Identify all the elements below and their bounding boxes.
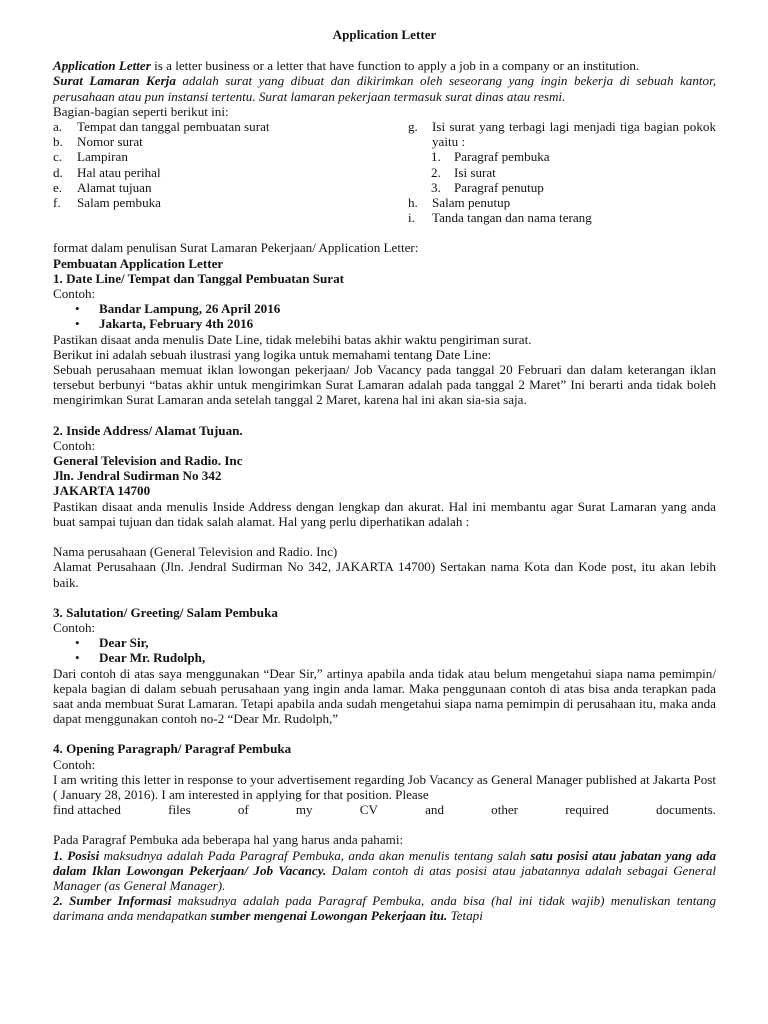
example-label: Contoh: xyxy=(53,286,96,302)
format-line: format dalam penulisan Surat Lamaran Pekerjaan/ Application Letter: xyxy=(53,240,419,256)
intro-english-term: Application Letter xyxy=(53,58,151,74)
list-item: • Dear Mr. Rudolph, xyxy=(53,650,716,665)
section-2-heading: 2. Inside Address/ Alamat Tujuan. xyxy=(53,422,243,438)
list-item: c. Lampiran xyxy=(53,149,128,165)
section-1-heading: 1. Date Line/ Tempat dan Tanggal Pembuatan Surat xyxy=(53,270,345,286)
point-posisi: 1. Posisi maksudnya adalah Pada Paragraf Pembuka, anda akan menulis tentang salah satu posisi atau jabatan yang ada dalam Iklan Lowongan Pekerjaan/ Job Vacancy. Dalam contoh di atas posisi atau jabatannya adalah sebagai General Manager (as General Manager). xyxy=(53,847,717,893)
intro-english xyxy=(53,58,716,73)
opening-example-last-line: find attached files of my CV and other required documents. xyxy=(53,802,716,818)
list-item: i. Tanda tangan dan nama terang xyxy=(408,210,592,226)
paragraph: Dari contoh di atas saya menggunakan “Dear Sir,” artinya apabila anda tidak atau belum mengetahui siapa nama pemimpin/ kepala bagian di dalam sebuah perusahaan yang ingin anda lamar. Maka penggunaan contoh di atas bisa anda terapkan pada saat anda membuat Surat Lamaran. Tetapi apabila anda sudah mengetahui siapa nama pemimpin di perusahaan itu, maka anda dapat menggunakan contoh no-2 “Dear Mr. Rudolph,” xyxy=(53,665,716,727)
section-3-heading: 3. Salutation/ Greeting/ Salam Pembuka xyxy=(53,604,278,620)
sub-list-item: 3. Paragraf penutup xyxy=(431,179,544,195)
page-title: Application Letter xyxy=(332,27,437,42)
list-item: h. Salam penutup xyxy=(408,195,511,211)
section-4-heading: 4. Opening Paragraph/ Paragraf Pembuka xyxy=(53,741,292,757)
sub-list-item: 2. Isi surat xyxy=(431,164,496,180)
parts-intro: Bagian-bagian seperti berikut ini: xyxy=(53,103,229,119)
example-label: Contoh: xyxy=(53,756,96,772)
paragraph: Nama perusahaan (General Television and Radio. Inc) xyxy=(53,544,338,560)
list-item: a. Tempat dan tanggal pembuatan surat xyxy=(53,119,270,135)
list-item: d. Hal atau perihal xyxy=(53,164,161,180)
example-label: Contoh: xyxy=(53,437,96,453)
letter-parts-right xyxy=(408,119,716,225)
list-item: b. Nomor surat xyxy=(53,134,143,150)
paragraph: Pastikan disaat anda menulis Inside Address dengan lengkap dan akurat. Hal ini membantu agar Surat Lamaran yang anda buat sampai tujuan dan tidak salah alamat. Hal yang perlu diperhatikan adalah : xyxy=(53,498,716,529)
intro-english-text: is a letter business or a letter that have function to apply a job in a company or an institution. xyxy=(150,58,640,74)
list-item: g. Isi surat yang terbagi lagi menjadi tiga bagian pokok yaitu : xyxy=(408,119,716,150)
point-sumber-informasi: 2. Sumber Informasi maksudnya adalah pada Paragraf Pembuka, anda bisa (hal ini tidak wajib) menuliskan tentang darimana anda mendapatkan sumber mengenai Lowongan Pekerjaan itu. Tetapi xyxy=(53,893,716,924)
date-line-examples xyxy=(53,301,716,331)
list-item: • Dear Sir, xyxy=(53,635,716,650)
address-line: JAKARTA 14700 xyxy=(53,483,151,499)
paragraph: Pada Paragraf Pembuka ada beberapa hal yang harus anda pahami: xyxy=(53,832,404,848)
sub-list-item: 1. Paragraf pembuka xyxy=(431,149,550,165)
list-item: f. Salam pembuka xyxy=(53,195,161,211)
list-item: • Bandar Lampung, 26 April 2016 xyxy=(53,301,716,316)
letter-parts-list xyxy=(53,119,716,225)
intro-indonesian xyxy=(53,73,716,103)
list-item: • Jakarta, February 4th 2016 xyxy=(53,316,716,331)
example-label: Contoh: xyxy=(53,619,96,635)
list-item: e. Alamat tujuan xyxy=(53,179,152,195)
paragraph: Berikut ini adalah sebuah ilustrasi yang logika untuk memahami tentang Date Line: xyxy=(53,346,492,362)
intro-indonesian-term: Surat Lamaran Kerja xyxy=(53,73,176,89)
opening-example: I am writing this letter in response to your advertisement regarding Job Vacancy as General Manager published at Jakarta Post ( January 28, 2016). I am interested in applying for that position. Please xyxy=(53,771,716,802)
paragraph: Pastikan disaat anda menulis Date Line, tidak melebihi batas akhir waktu pengiriman surat. xyxy=(53,331,532,347)
intro-indonesian-text: adalah surat yang dibuat dan dikirimkan oleh seseorang yang ingin bekerja di sebuah kantor, perusahaan atau pun instansi tertentu. Surat lamaran pekerjaan termasuk surat dinas atau resmi. xyxy=(53,73,716,104)
address-line: Jln. Jendral Sudirman No 342 xyxy=(53,468,222,484)
making-heading: Pembuatan Application Letter xyxy=(53,255,224,271)
address-line: General Television and Radio. Inc xyxy=(53,453,243,469)
paragraph: Sebuah perusahaan memuat iklan lowongan pekerjaan/ Job Vacancy pada tanggal 20 Februari dan dalam keterangan iklan tersebut berbunyi “batas akhir untuk mengirimkan Surat Lamaran adalah pada tanggal 2 Maret” Ini berarti anda tidak boleh mengirimkan Surat Lamaran anda setelah tanggal 2 Maret, karena hal ini akan sia-sia saja. xyxy=(53,362,716,408)
salutation-examples xyxy=(53,635,716,665)
paragraph: Alamat Perusahaan (Jln. Jendral Sudirman No 342, JAKARTA 14700) Sertakan nama Kota dan Kode post, itu akan lebih baik. xyxy=(53,559,716,590)
letter-parts-left xyxy=(53,119,408,225)
